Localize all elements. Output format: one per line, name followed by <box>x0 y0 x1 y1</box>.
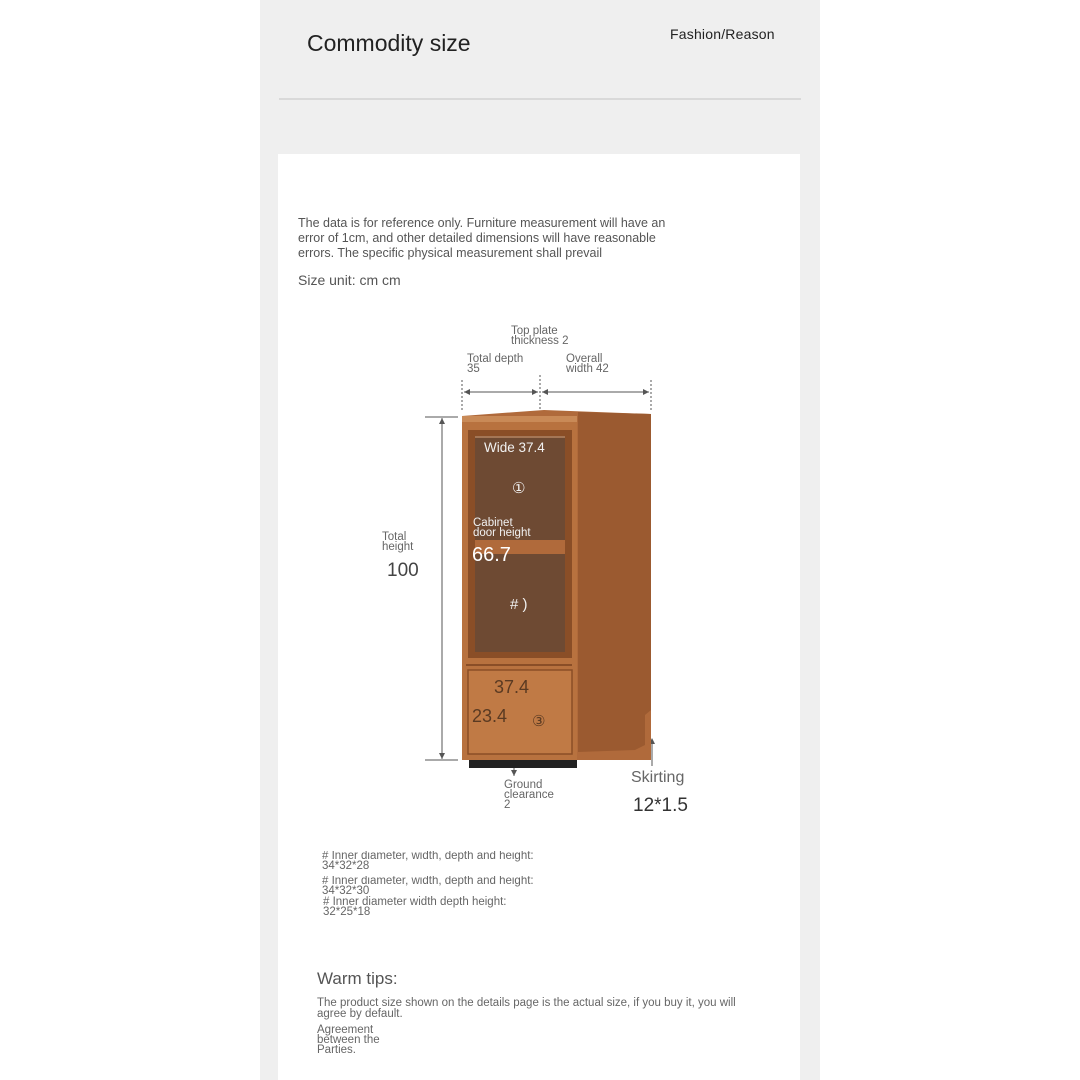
top-plate-thickness-label: Top plate thickness 2 <box>511 325 569 347</box>
warm-tips-body: The product size shown on the details page is the actual size, if you buy it, you will agree by default. <box>317 997 736 1020</box>
cabinet-door-height-value: 66.7 <box>472 544 511 566</box>
inner-size-1-value: 34*32*28 <box>322 860 370 869</box>
page-title: Commodity size <box>307 30 471 56</box>
drawer-width-value: 37.4 <box>494 677 530 697</box>
door-width-label: Wide 37.4 <box>484 440 545 455</box>
cabinet-illustration <box>380 320 710 840</box>
inner-size-3 <box>323 897 563 917</box>
cabinet-door-height-label: Cabinet door height <box>473 517 531 539</box>
inner-size-2 <box>322 876 562 895</box>
header-divider <box>279 98 801 100</box>
total-height-label: Total height <box>382 531 414 553</box>
overall-width-label: Overall width 42 <box>566 353 609 375</box>
skirting-value: 12*1.5 <box>633 795 688 816</box>
compartment-3-marker: ③ <box>532 713 546 730</box>
inner-size-2-label: # Inner diameter, width, depth and height: <box>322 876 534 887</box>
agreement-text: Agreement between the Parties. <box>317 1024 380 1056</box>
brand-logo-text: Fashion/Reason <box>670 26 775 42</box>
inner-size-1-label: # Inner diameter, width, depth and height: <box>322 851 534 862</box>
ground-clearance-label: Ground clearance 2 <box>504 779 554 811</box>
inner-size-2-value: 34*32*30 <box>322 885 370 895</box>
compartment-2-marker: # ) <box>510 596 528 613</box>
skirting-label: Skirting <box>631 769 685 786</box>
inner-size-1 <box>322 851 562 869</box>
disclaimer-text: The data is for reference only. Furniture measurement will have an error of 1cm, and other detailed dimensions will have reasonable errors. The specific physical measurement shall prevail <box>298 216 666 260</box>
total-depth-label: Total depth 35 <box>467 353 524 375</box>
size-unit-text: Size unit: cm cm <box>298 272 401 288</box>
total-height-value: 100 <box>387 560 419 581</box>
inner-size-3-value: 32*25*18 <box>323 906 371 918</box>
drawer-height-value: 23.4 <box>472 706 508 726</box>
inner-size-3-label: # Inner diameter width depth height: <box>323 896 507 908</box>
compartment-1-marker: ① <box>512 480 526 497</box>
warm-tips-title: Warm tips: <box>317 969 398 988</box>
